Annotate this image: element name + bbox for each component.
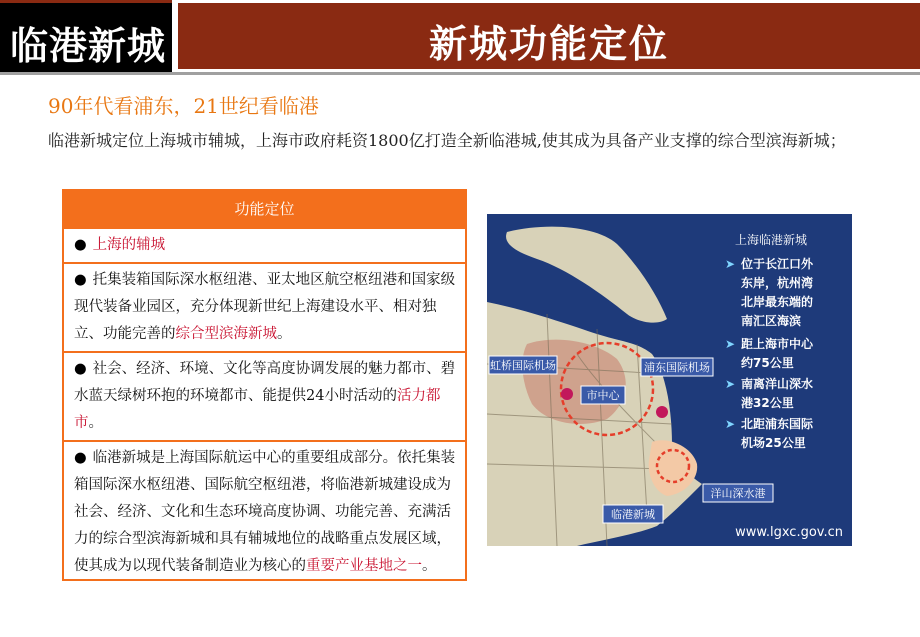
map-fact: 距上海市中心 <box>741 337 814 351</box>
map-panel-title: 上海临港新城 <box>735 233 808 247</box>
bullet-icon: ● <box>74 272 87 288</box>
map-fact: 约75公里 <box>741 356 794 370</box>
function-table-header: 功能定位 <box>64 191 465 227</box>
bullet-icon: ● <box>74 361 87 377</box>
row-highlight: 上海的辅城 <box>92 237 166 253</box>
row-highlight: 综合型滨海新城 <box>175 326 277 342</box>
yangshan-label: 洋山深水港 <box>710 487 766 500</box>
lingang-map <box>487 214 852 546</box>
hongqiao-label: 虹桥国际机场 <box>490 359 556 372</box>
fact-arrow-icon: ➤ <box>725 257 736 271</box>
map-fact: 机场25公里 <box>741 436 806 450</box>
pudong-label: 浦东国际机场 <box>644 361 710 374</box>
function-row-3 <box>64 351 465 440</box>
row-text: 社会、经济、环境、文化等高度协调发展的魅力都市、碧水蓝天绿树环抱的环境都市、能提供24小时活动的 <box>74 361 456 404</box>
row-highlight: 活力都市 <box>74 388 441 431</box>
map-fact: 北距浦东国际 <box>741 417 814 431</box>
map-fact: 港32公里 <box>741 396 794 410</box>
intro-paragraph: 临港新城定位上海城市辅城，上海市政府耗资1800亿打造全新临港城,使其成为具备产业支撑的综合型滨海新城； <box>48 131 846 150</box>
function-row-2 <box>64 262 465 351</box>
row-highlight: 重要产业基地之一 <box>306 558 422 574</box>
map-fact: 北岸最东端的 <box>741 295 814 309</box>
airport-icon <box>561 388 573 400</box>
header-section-title: 临港新城 <box>10 24 167 68</box>
function-row-1 <box>64 227 465 262</box>
airport-icon <box>656 406 668 418</box>
map-fact: 南离洋山深水 <box>741 377 814 391</box>
page-title: 新城功能定位 <box>428 22 669 66</box>
function-row-4 <box>64 440 465 583</box>
map-fact: 南汇区海滨 <box>741 314 802 328</box>
fact-arrow-icon: ➤ <box>725 337 736 351</box>
header-section-label <box>0 0 172 72</box>
map-url: www.lgxc.gov.cn <box>735 525 843 540</box>
lingang-label: 临港新城 <box>611 508 655 521</box>
header-divider <box>0 72 920 75</box>
row-suffix: 。 <box>422 558 437 574</box>
header-main-bar <box>178 3 920 69</box>
row-text: 托集装箱国际深水枢纽港、亚太地区航空枢纽港和国家级现代装备业园区，充分体现新世纪上海建设水平、相对独立、功能完善的 <box>74 272 456 342</box>
subtitle: 90年代看浦东，21世纪看临港 <box>48 94 319 118</box>
map-fact: 位于长江口外 <box>741 257 814 271</box>
fact-arrow-icon: ➤ <box>725 377 736 391</box>
row-suffix: 。 <box>88 415 103 431</box>
row-text: 临港新城是上海国际航运中心的重要组成部分。依托集装箱国际深水枢纽港、国际航空枢纽港，将临港新城建设成为社会、经济、文化和生态环境高度协调、功能完善、充满活力的综合型滨海新城和具有辅城地位的战略重点发展区域，使其成为以现代装备制造业为核心的 <box>74 450 456 574</box>
map-fact: 东岸，杭州湾 <box>741 276 814 290</box>
center-label: 市中心 <box>586 389 620 402</box>
bullet-icon: ● <box>74 450 87 466</box>
fact-arrow-icon: ➤ <box>725 417 736 431</box>
function-table <box>62 189 467 581</box>
bullet-icon: ● <box>74 237 87 253</box>
row-suffix: 。 <box>277 326 292 342</box>
